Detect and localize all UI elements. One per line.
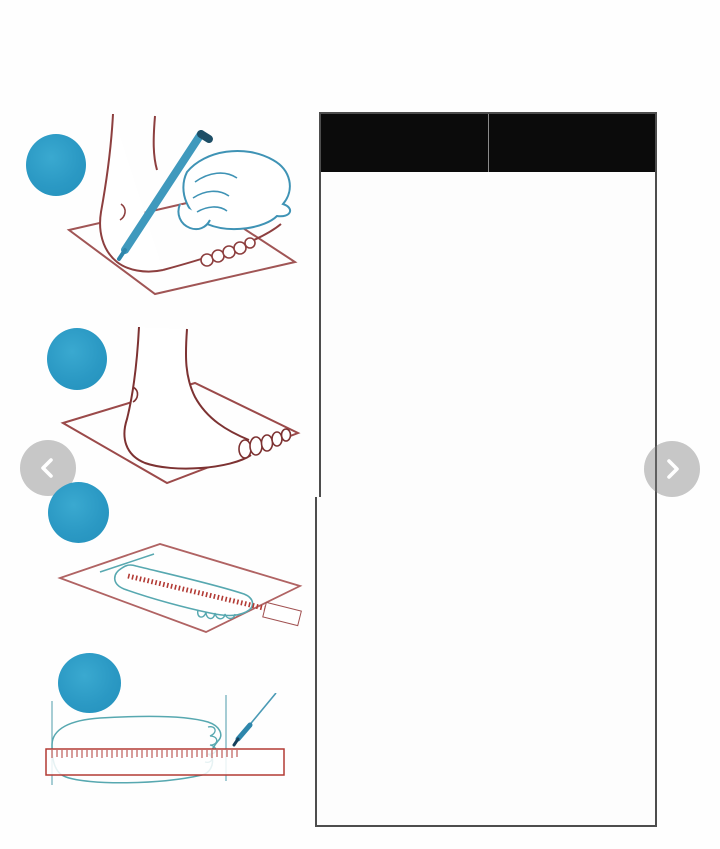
- header-measured-distance: [488, 114, 656, 172]
- chevron-right-icon: [659, 456, 685, 482]
- size-rows-lower: [317, 497, 655, 825]
- shoe-size-table: [319, 112, 657, 501]
- chevron-left-icon: [35, 455, 61, 481]
- step-4-badge: [58, 653, 121, 713]
- size-rows-upper: [321, 172, 655, 499]
- shoe-size-table-continued: [315, 497, 657, 827]
- step-3-badge: [48, 482, 109, 543]
- carousel-next-button[interactable]: [644, 441, 700, 497]
- illustration-foot-outline-with-measure-line: [48, 538, 310, 638]
- step-1-badge: [26, 134, 86, 196]
- step-2-badge: [47, 328, 107, 390]
- size-table-header: [321, 114, 655, 172]
- header-shoe-size: [321, 114, 488, 172]
- illustration-trace-foot-with-pen: [55, 112, 305, 297]
